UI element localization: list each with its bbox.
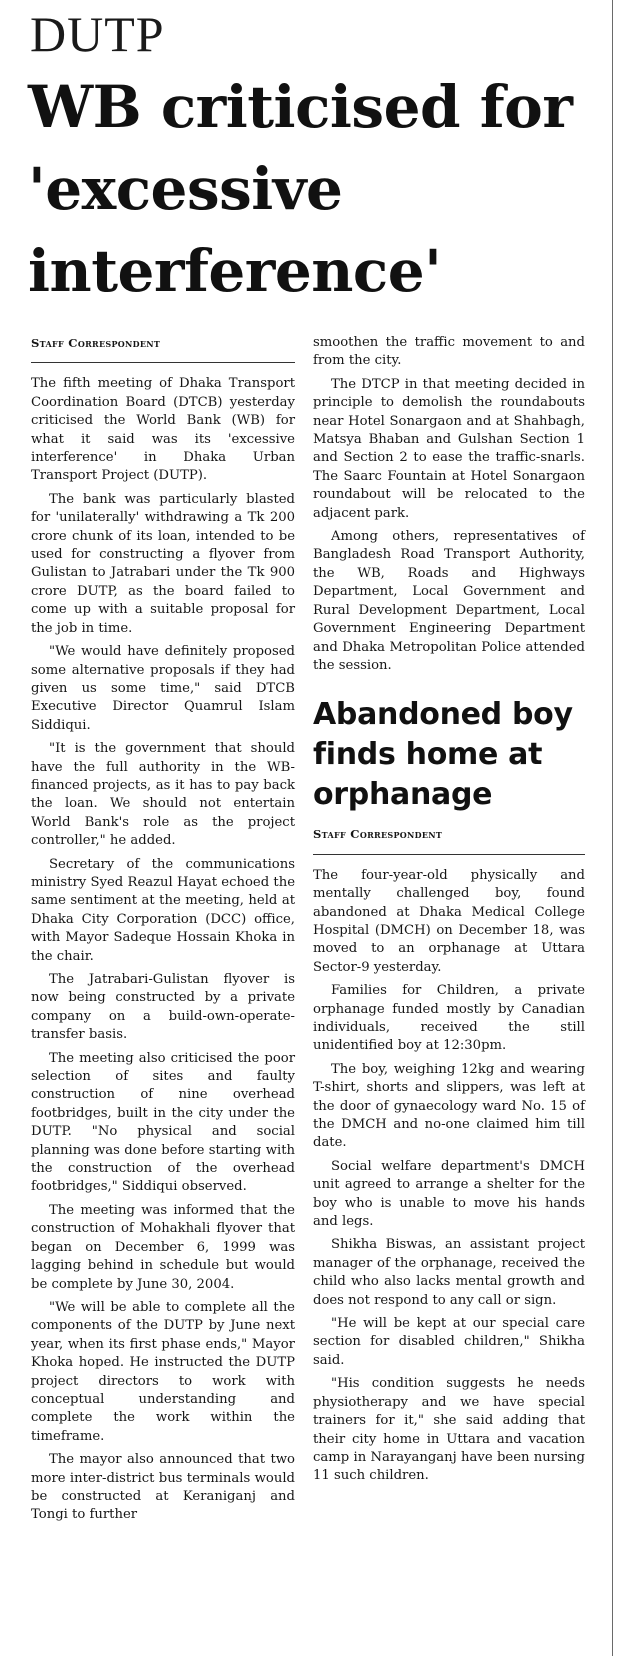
article2-paragraph: Shikha Biswas, an assistant project manager of the orphanage, received the child who also lacks mental growth and does not respond to any call or sign.	[313, 1237, 585, 1308]
article1-byline: Staff Correspondent	[31, 334, 295, 363]
article2-headline-line: finds home at	[313, 737, 543, 773]
article2-paragraph: Families for Children, a private orphanage funded mostly by Canadian individuals, received the still unidentified boy at 12:30pm.	[313, 983, 585, 1054]
article1-paragraph: The mayor also announced that two more inter-district bus terminals would be constructed at Keraniganj and Tongi to further	[31, 1452, 295, 1523]
article2-byline: Staff Correspondent	[313, 825, 585, 854]
column-rule	[612, 0, 613, 1656]
article1-column-left	[31, 334, 295, 1530]
article1-paragraph: The meeting was informed that the construction of Mohakhali flyover that began on December 6, 1999 was lagging behind in schedule but would be complete by June 30, 2004.	[31, 1202, 295, 1292]
right-column	[313, 334, 585, 1491]
article1-headline	[28, 66, 608, 312]
article2-headline	[313, 695, 585, 815]
article1-paragraph: smoothen the traffic movement to and from the city.	[313, 335, 585, 369]
article1-headline-line: WB criticised for	[28, 73, 573, 141]
article2-paragraph: The boy, weighing 12kg and wearing T-shirt, shorts and slippers, was left at the door of gynaecology ward No. 15 of the DMCH and no-one claimed him till date.	[313, 1061, 585, 1151]
article1-paragraph: The meeting also criticised the poor selection of sites and faulty construction of nine overhead footbridges, built in the city under the DUTP. "No physical and social planning was done before starting with the construction of the overhead footbridges," Siddiqui observed.	[31, 1050, 295, 1195]
article2-paragraph: The four-year-old physically and mentally challenged boy, found abandoned at Dhaka Medical College Hospital (DMCH) on December 18, was moved to an orphanage at Uttara Sector-9 yesterday.	[313, 867, 585, 975]
article1-paragraph: "We would have definitely proposed some alternative proposals if they had given us some time," said DTCB Executive Director Quamrul Islam Siddiqui.	[31, 644, 295, 733]
article2-paragraph: "His condition suggests he needs physiotherapy and we have special trainers for it," she said adding that their city home in Uttara and vacation camp in Narayanganj have been nursing 11 such children.	[313, 1376, 585, 1484]
article1-paragraph: "It is the government that should have the full authority in the WB-financed projects, as it has to pay back the loan. We should not entertain World Bank's role as the project controller," he added.	[31, 741, 295, 849]
article1-paragraph: The bank was particularly blasted for 'unilaterally' withdrawing a Tk 200 crore chunk of its loan, intended to be used for constructing a flyover from Gulistan to Jatrabari under the Tk 900 crore DUTP, as the board failed to come up with a suitable proposal for the job in time.	[31, 491, 295, 636]
article1-kicker: DUTP	[30, 6, 165, 62]
article2-paragraph: Social welfare department's DMCH unit agreed to arrange a shelter for the boy who is unable to move his hands and legs.	[313, 1158, 585, 1230]
article2-headline-line: Abandoned boy	[313, 697, 573, 733]
article1-paragraph: The Jatrabari-Gulistan flyover is now being constructed by a private company on a build-own-operate-transfer basis.	[31, 972, 295, 1043]
article1-paragraph: The fifth meeting of Dhaka Transport Coordination Board (DTCB) yesterday criticised the World Bank (WB) for what it said was its 'excessive interference' in Dhaka Urban Transport Project (DUTP).	[31, 376, 295, 484]
article1-paragraph: The DTCP in that meeting decided in principle to demolish the roundabouts near Hotel Sonargaon and at Shahbagh, Matsya Bhaban and Gulshan Section 1 and Section 2 to ease the traffic-snarls. The Saarc Fountain at Hotel Sonargaon roundabout will be relocated to the adjacent park.	[313, 376, 585, 521]
article2-paragraph: "He will be kept at our special care section for disabled children," Shikha said.	[313, 1316, 585, 1368]
article1-paragraph: "We will be able to complete all the components of the DUTP by June next year, when its first phase ends," Mayor Khoka hoped. He instructed the DUTP project directors to work with conceptual understanding and complete the work within the timeframe.	[31, 1299, 295, 1444]
article1-headline-line: 'excessive	[28, 155, 343, 223]
article1-paragraph: Among others, representatives of Bangladesh Road Transport Authority, the WB, Roads and Highways Department, Local Government and Rural Development Department, Local Government Engineering Department and Dhaka Metropolitan Police attended the session.	[313, 529, 585, 673]
article1-paragraph: Secretary of the communications ministry Syed Reazul Hayat echoed the same sentiment at the meeting, held at Dhaka City Corporation (DCC) office, with Mayor Sadeque Hossain Khoka in the chair.	[31, 856, 295, 964]
article1-headline-line: interference'	[28, 237, 442, 305]
article2-headline-line: orphanage	[313, 777, 493, 813]
